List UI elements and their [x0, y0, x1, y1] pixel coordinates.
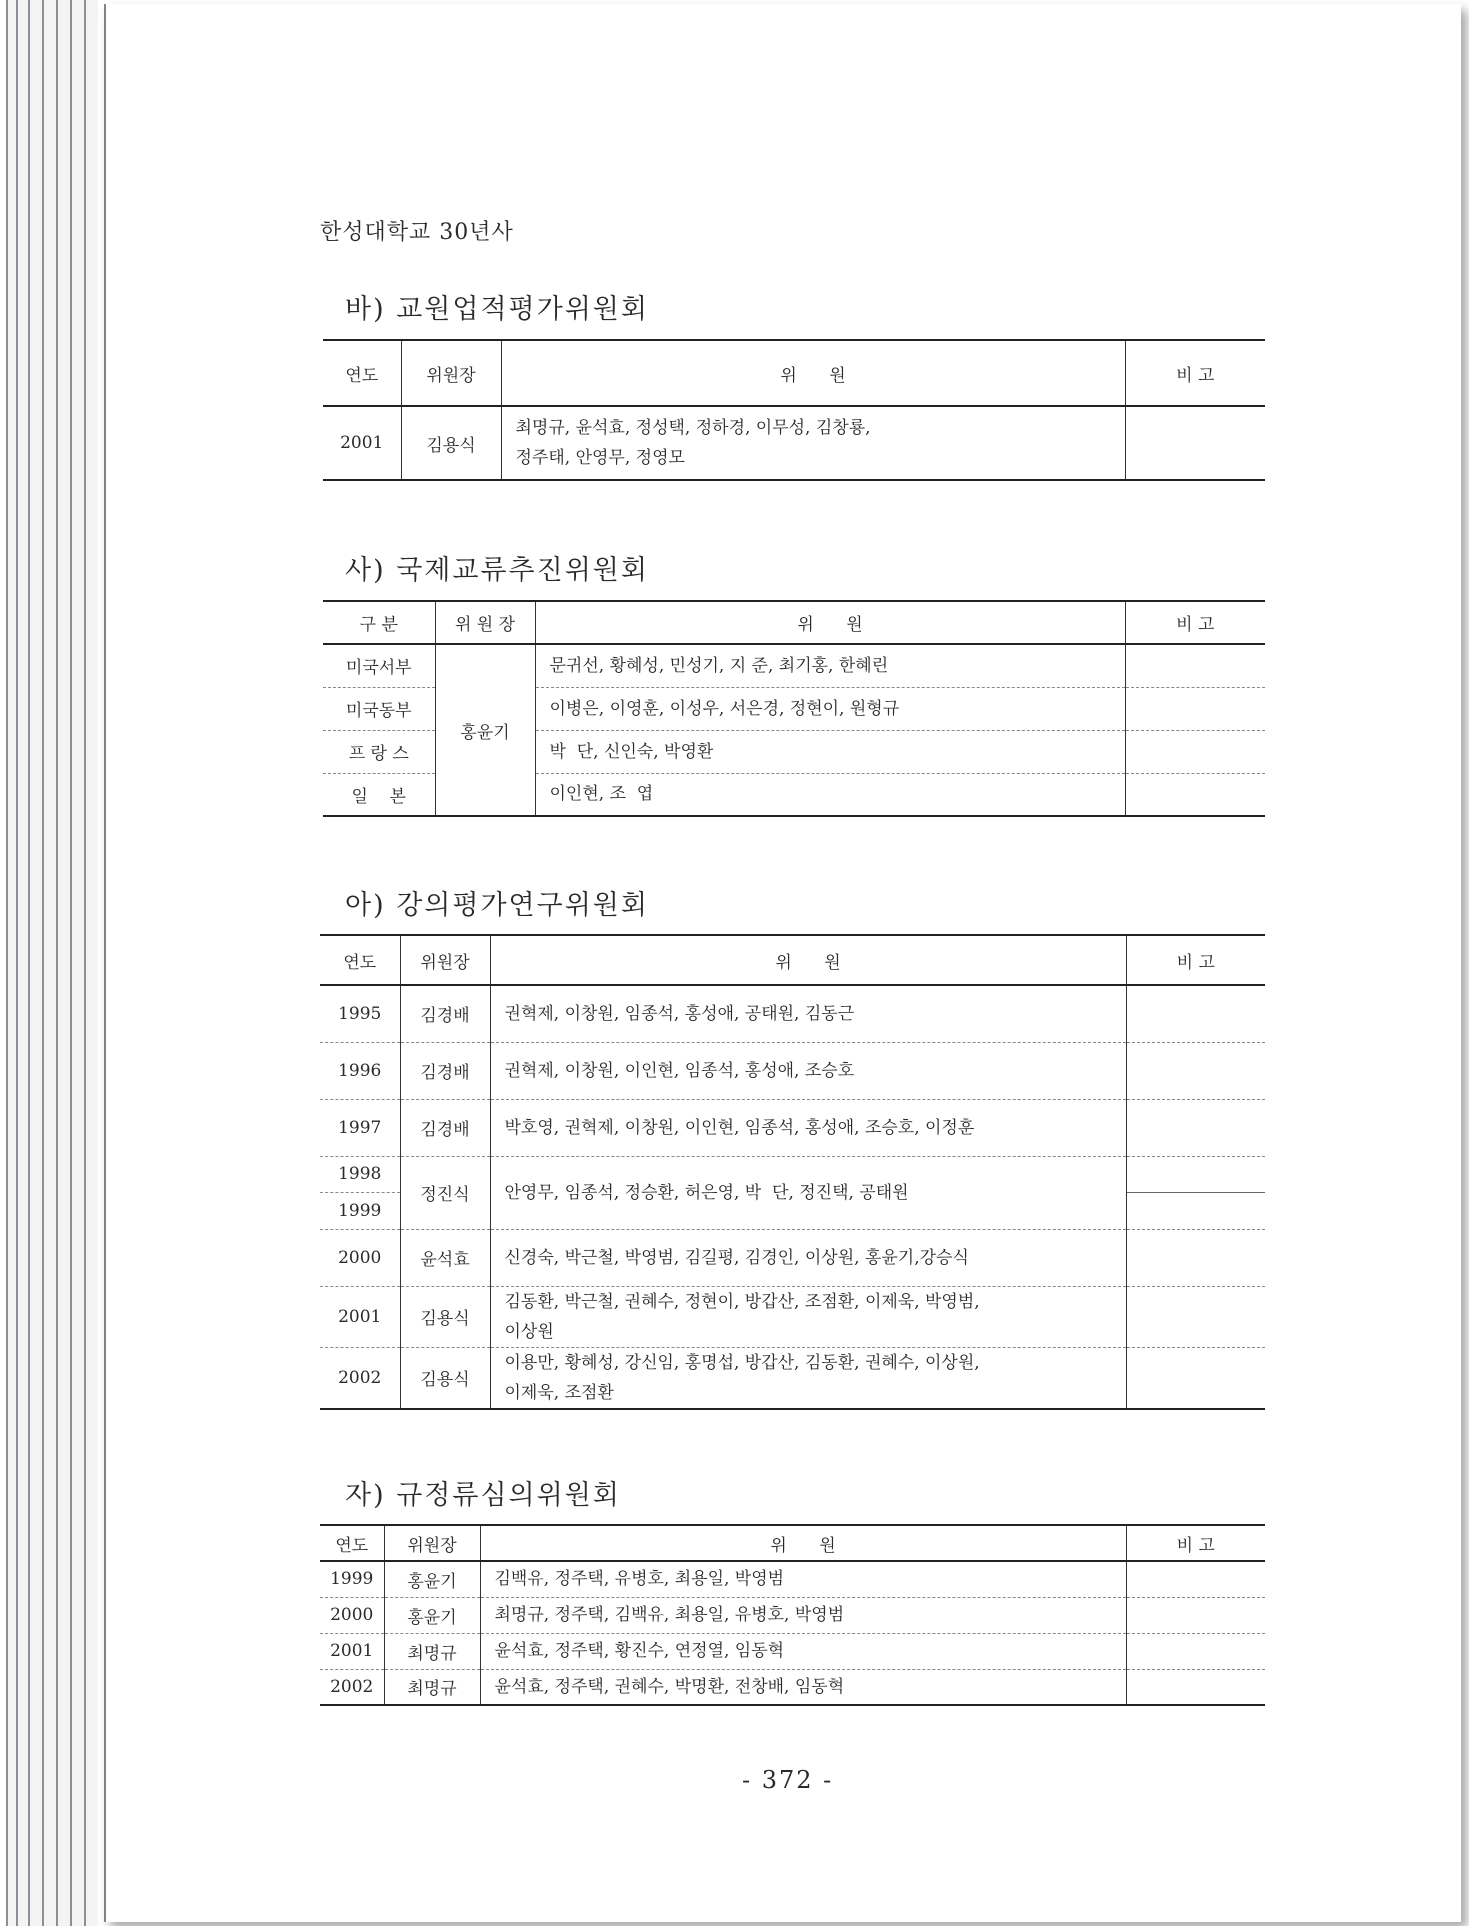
cell-members: 문귀선, 황혜성, 민성기, 지 준, 최기홍, 한혜린 — [535, 644, 1125, 687]
cell-members: 최명규, 정주택, 김백유, 최용일, 유병호, 박영범 — [480, 1597, 1126, 1633]
note-divider — [1127, 1157, 1266, 1193]
table-row — [320, 1669, 1265, 1705]
cell-year: 2002 — [320, 1347, 400, 1409]
cell-chair: 홍윤기 — [435, 644, 535, 816]
cell-chair: 김경배 — [400, 985, 490, 1042]
year-1998: 1998 — [320, 1157, 400, 1193]
table-row — [323, 406, 1265, 480]
cell-members: 권혁제, 이창원, 임종석, 홍성애, 공태원, 김동근 — [490, 985, 1126, 1042]
members-line-1: 최명규, 윤석효, 정성택, 정하경, 이무성, 김창룡, — [515, 418, 871, 438]
table-row — [320, 1561, 1265, 1597]
cell-note — [1126, 1561, 1265, 1597]
cell-year: 2000 — [320, 1597, 384, 1633]
cell-note — [1126, 1229, 1265, 1286]
cell-chair: 윤석효 — [400, 1229, 490, 1286]
cell-chair: 김용식 — [400, 1347, 490, 1409]
cell-note — [1125, 687, 1265, 730]
header-area: 구 분 — [323, 601, 435, 644]
cell-note — [1126, 1633, 1265, 1669]
table-a — [320, 934, 1265, 1410]
cell-members: 박 단, 신인숙, 박영환 — [535, 730, 1125, 773]
cell-members: 윤석효, 정주택, 황진수, 연정열, 임동혁 — [480, 1633, 1126, 1669]
cell-year: 2002 — [320, 1669, 384, 1705]
header-note: 비 고 — [1126, 1525, 1265, 1561]
cell-members: 권혁제, 이창원, 이인현, 임종석, 홍성애, 조승호 — [490, 1042, 1126, 1099]
cell-note — [1126, 985, 1265, 1042]
table-row — [323, 644, 1265, 687]
section-title-ba: 바) 교원업적평가위원회 — [345, 294, 649, 325]
section-title-a: 아) 강의평가연구위원회 — [345, 890, 649, 921]
cell-members: 이병은, 이영훈, 이성우, 서은경, 정현이, 원형규 — [535, 687, 1125, 730]
members-line-2: 이제욱, 조점환 — [504, 1382, 614, 1403]
table-sa — [323, 600, 1265, 817]
cell-chair: 김용식 — [401, 406, 501, 480]
members-line-1: 이용만, 황혜성, 강신임, 홍명섭, 방갑산, 김동환, 권혜수, 이상원, — [504, 1352, 980, 1373]
table-row — [320, 1042, 1265, 1099]
table-row — [320, 1633, 1265, 1669]
cell-members — [490, 1347, 1126, 1409]
cell-area: 프 랑 스 — [323, 730, 435, 773]
cell-members: 이인현, 조 엽 — [535, 773, 1125, 816]
header-note: 비 고 — [1126, 935, 1265, 985]
cell-note — [1126, 1597, 1265, 1633]
table-row — [320, 1156, 1265, 1229]
header-year: 연도 — [323, 340, 401, 406]
section-title-sa: 사) 국제교류추진위원회 — [345, 555, 649, 586]
cell-note — [1126, 1286, 1265, 1347]
cell-note — [1125, 406, 1265, 480]
note-blank — [1127, 1193, 1266, 1229]
header-chair: 위원장 — [400, 935, 490, 985]
cell-chair: 홍윤기 — [384, 1561, 480, 1597]
cell-members — [501, 406, 1125, 480]
members-line-2: 정주태, 안영무, 정영모 — [515, 448, 685, 468]
cell-chair: 정진식 — [400, 1156, 490, 1229]
header-members: 위 원 — [490, 935, 1126, 985]
cell-year: 1997 — [320, 1099, 400, 1156]
page-number: - 372 - — [742, 1766, 834, 1794]
cell-note — [1126, 1156, 1265, 1229]
cell-members: 신경숙, 박근철, 박영범, 김길평, 김경인, 이상원, 홍윤기,강승식 — [490, 1229, 1126, 1286]
cell-note — [1126, 1669, 1265, 1705]
cell-year: 1996 — [320, 1042, 400, 1099]
cell-chair: 홍윤기 — [384, 1597, 480, 1633]
table-row — [320, 1229, 1265, 1286]
cell-chair: 김용식 — [400, 1286, 490, 1347]
cell-members: 박호영, 권혁제, 이창원, 이인현, 임종석, 홍성애, 조승호, 이정훈 — [490, 1099, 1126, 1156]
header-year: 연도 — [320, 935, 400, 985]
header-year: 연도 — [320, 1525, 384, 1561]
table-ja — [320, 1524, 1265, 1706]
cell-year: 2000 — [320, 1229, 400, 1286]
table-row — [320, 1099, 1265, 1156]
year-1999: 1999 — [338, 1200, 382, 1221]
table-row — [320, 1286, 1265, 1347]
cell-members: 윤석효, 정주택, 권혜수, 박명환, 전창배, 임동혁 — [480, 1669, 1126, 1705]
header-chair: 위 원 장 — [435, 601, 535, 644]
cell-area: 미국동부 — [323, 687, 435, 730]
cell-year: 1999 — [330, 1569, 374, 1590]
header-members: 위 원 — [501, 340, 1125, 406]
cell-note — [1125, 644, 1265, 687]
header-members: 위 원 — [480, 1525, 1126, 1561]
cell-note — [1126, 1042, 1265, 1099]
cell-note — [1125, 730, 1265, 773]
cell-area: 일 본 — [323, 773, 435, 816]
table-row — [320, 1347, 1265, 1409]
table-row — [320, 985, 1265, 1042]
header-note: 비 고 — [1125, 340, 1265, 406]
cell-year: 2001 — [340, 433, 384, 453]
cell-members: 안영무, 임종석, 정승환, 허은영, 박 단, 정진택, 공태원 — [490, 1156, 1126, 1229]
table-ba — [323, 339, 1265, 481]
cell-chair: 최명규 — [384, 1669, 480, 1705]
cell-year: 2001 — [320, 1633, 384, 1669]
cell-chair: 최명규 — [384, 1633, 480, 1669]
members-line-2: 이상원 — [504, 1321, 554, 1342]
header-chair: 위원장 — [384, 1525, 480, 1561]
cell-chair: 김경배 — [400, 1099, 490, 1156]
cell-chair: 김경배 — [400, 1042, 490, 1099]
book-edge — [84, 0, 98, 1926]
cell-area: 미국서부 — [345, 658, 412, 679]
table-row — [320, 1597, 1265, 1633]
cell-year — [320, 1156, 400, 1229]
header-members: 위 원 — [535, 601, 1125, 644]
cell-note — [1125, 773, 1265, 816]
members-line-1: 김동환, 박근철, 권혜수, 정현이, 방갑산, 조점환, 이제욱, 박영범, — [504, 1291, 980, 1312]
cell-note — [1126, 1347, 1265, 1409]
cell-year: 2001 — [320, 1286, 400, 1347]
header-chair: 위원장 — [401, 340, 501, 406]
section-title-ja: 자) 규정류심의위원회 — [345, 1480, 621, 1511]
cell-note — [1126, 1099, 1265, 1156]
header-note: 비 고 — [1125, 601, 1265, 644]
running-head: 한성대학교 30년사 — [320, 220, 514, 245]
cell-year: 1995 — [338, 1003, 382, 1024]
cell-members — [490, 1286, 1126, 1347]
cell-members: 김백유, 정주택, 유병호, 최용일, 박영범 — [480, 1561, 1126, 1597]
